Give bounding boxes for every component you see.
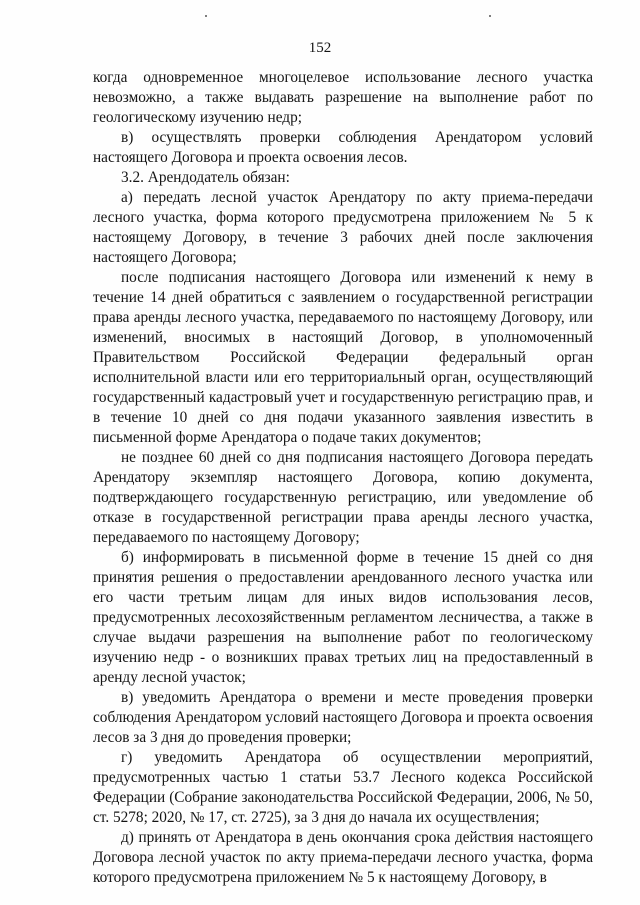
scan-speck [489, 15, 491, 17]
paragraph: когда одновременное многоцелевое использование лесного участка невозможно, а также выдавать разрешение на выполнение работ по геологическому изучению недр; [93, 69, 593, 126]
section-heading: 3.2. Арендодатель обязан: [121, 169, 290, 186]
paragraph: г) уведомить Арендатора об осуществлении мероприятий, предусмотренных частью 1 статьи 53.7 Лесного кодекса Российской Федерации (Собрание законодательства Российской Федерации, 2006, № 50, ст. 5278; 2020, № 17, ст. 2725), за 3 дня до начала их осуществления; [93, 749, 593, 826]
document-body [93, 68, 593, 888]
page-number: 152 [308, 40, 332, 56]
paragraph: после подписания настоящего Договора или изменений к нему в течение 14 дней обратиться с заявлением о государственной регистрации права аренды лесного участка, передаваемого по настоящему Договору, или изменений, вносимых в настоящий Договор, в уполномоченный Правительством Российской Федерации федеральный орган исполнительной власти или его территориальный орган, осуществляющий государственный кадастровый учет и государственную регистрацию прав, и в течение 10 дней со дня подачи указанного заявления известить в письменной форме Арендатора о подаче таких документов; [93, 269, 593, 446]
paragraph: б) информировать в письменной форме в течение 15 дней со дня принятия решения о предоставлении арендованного лесного участка или его части третьим лицам для иных видов использования лесов, предусмотренных лесохозяйственным регламентом лесничества, а также в случае выдачи разрешения на выполнение работ по геологическому изучению недр - о возникших правах третьих лиц на предоставленный в аренду лесной участок; [93, 549, 593, 686]
paragraph: д) принять от Арендатора в день окончания срока действия настоящего Договора лесной участок по акту приема-передачи лесного участка, форма которого предусмотрена приложением № 5 к настоящему Договору, в [93, 829, 593, 886]
paragraph: в) уведомить Арендатора о времени и месте проведения проверки соблюдения Арендатором условий настоящего Договора и проекта освоения лесов за 3 дня до проведения проверки; [93, 689, 593, 746]
scan-speck [205, 15, 207, 17]
paragraph: а) передать лесной участок Арендатору по акту приема-передачи лесного участка, форма которого предусмотрена приложением № 5 к настоящему Договору, в течение 3 рабочих дней после заключения настоящего Договора; [93, 189, 593, 266]
paragraph: не позднее 60 дней со дня подписания настоящего Договора передать Арендатору экземпляр настоящего Договора, копию документа, подтверждающего государственную регистрацию, или уведомление об отказе в государственной регистрации права аренды лесного участка, передаваемого по настоящему Договору; [93, 449, 593, 546]
paragraph: в) осуществлять проверки соблюдения Арендатором условий настоящего Договора и проекта освоения лесов. [93, 129, 593, 166]
